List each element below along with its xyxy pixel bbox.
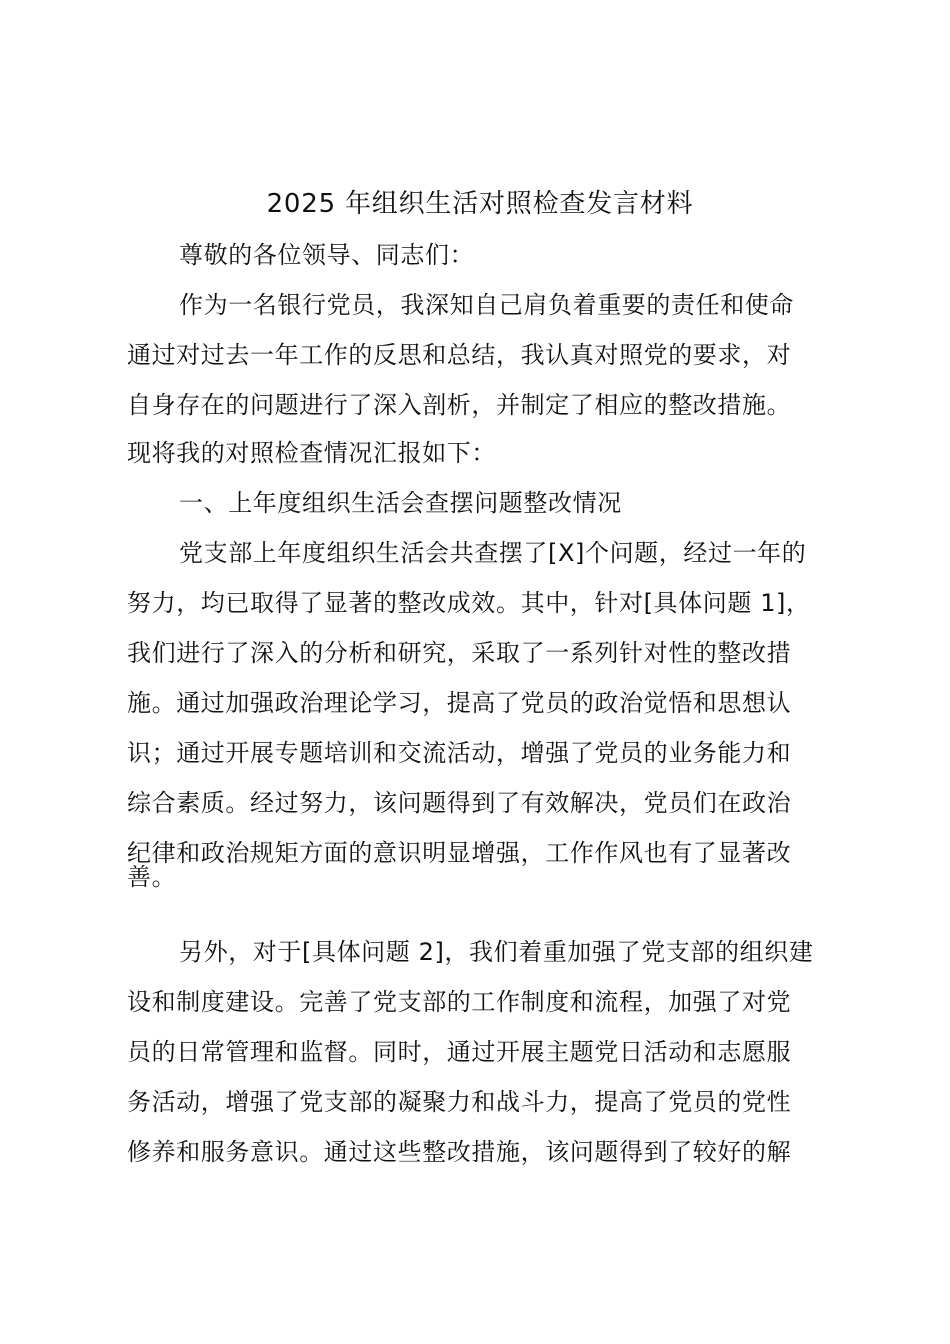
- body-line: 设和制度建设。完善了党支部的工作制度和流程，加强了对党: [127, 988, 792, 1016]
- body-line: 党支部上年度组织生活会共查摆了[X]个问题，经过一年的: [179, 539, 807, 567]
- body-line: 纪律和政治规矩方面的意识明显增强，工作作风也有了显著改: [127, 839, 792, 867]
- body-line: 综合素质。经过努力，该问题得到了有效解决，党员们在政治: [127, 789, 792, 817]
- body-line: 善。: [127, 863, 177, 891]
- body-line: 识；通过开展专题培训和交流活动，增强了党员的业务能力和: [127, 739, 792, 767]
- document-title: 2025 年组织生活对照检查发言材料: [266, 189, 694, 219]
- body-line: 努力，均已取得了显著的整改成效。其中，针对[具体问题 1]，: [127, 589, 811, 617]
- body-line: 我们进行了深入的分析和研究，采取了一系列针对性的整改措: [127, 639, 792, 667]
- body-line: 施。通过加强政治理论学习，提高了党员的政治觉悟和思想认: [127, 689, 792, 717]
- body-line: 通过对过去一年工作的反思和总结，我认真对照党的要求，对: [127, 341, 792, 369]
- body-line: 作为一名银行党员，我深知自己肩负着重要的责任和使命: [179, 291, 794, 319]
- body-line: 务活动，增强了党支部的凝聚力和战斗力，提高了党员的党性: [127, 1088, 792, 1116]
- body-line: 自身存在的问题进行了深入剖析，并制定了相应的整改措施。: [127, 391, 792, 419]
- body-line: 现将我的对照检查情况汇报如下：: [127, 439, 496, 467]
- body-line: 另外，对于[具体问题 2]，我们着重加强了党支部的组织建: [179, 938, 814, 966]
- section-heading: 一、上年度组织生活会查摆问题整改情况: [179, 489, 622, 517]
- body-line: 员的日常管理和监督。同时，通过开展主题党日活动和志愿服: [127, 1038, 792, 1066]
- salutation-line: 尊敬的各位领导、同志们：: [179, 241, 475, 269]
- body-line: 修养和服务意识。通过这些整改措施，该问题得到了较好的解: [127, 1138, 792, 1166]
